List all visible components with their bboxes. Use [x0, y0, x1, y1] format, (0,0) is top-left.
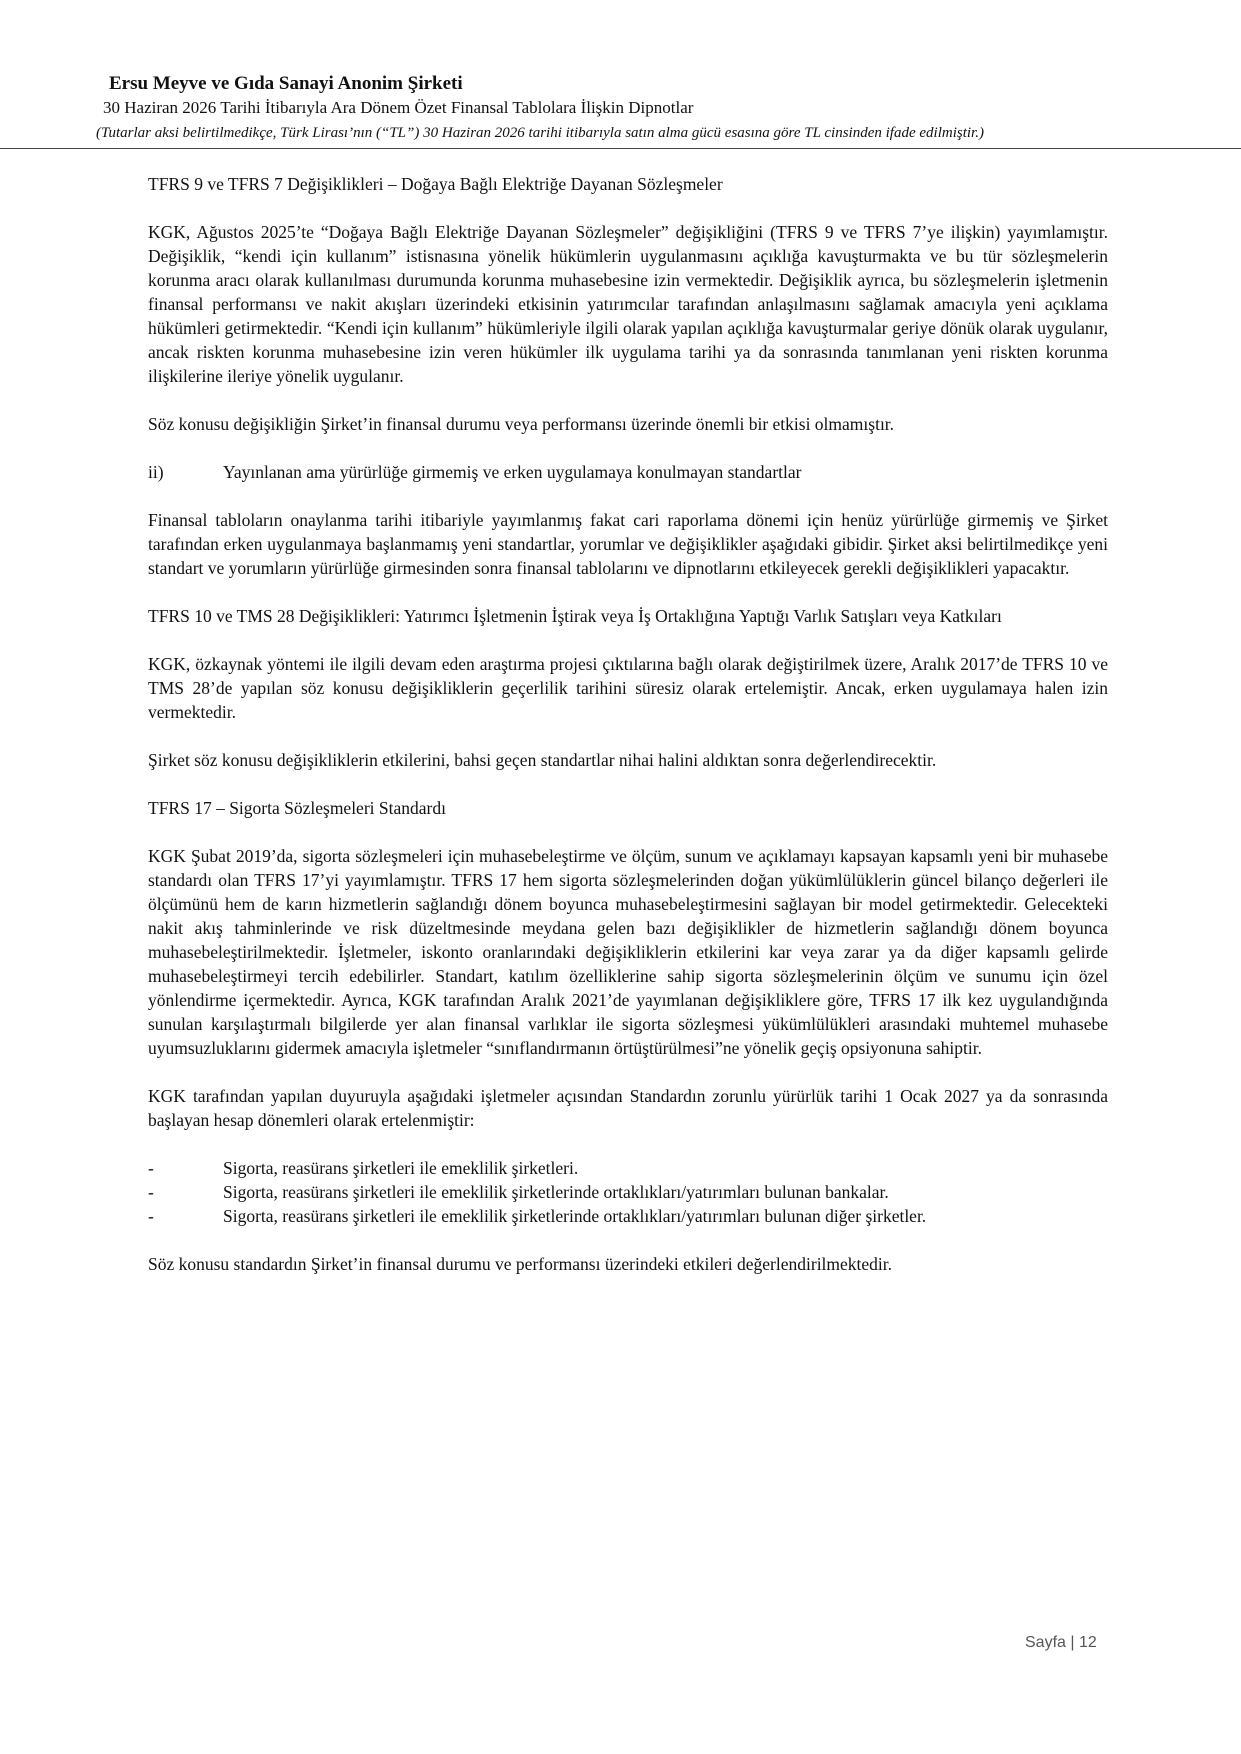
page-header: [96, 72, 1206, 144]
paragraph-tfrs9-details: KGK, Ağustos 2025’te “Doğaya Bağlı Elektriğe Dayanan Sözleşmeler” değişikliğini (TFRS 9 ve TFRS 7’ye ilişkin) yayımlamıştır. Değişiklik, “kendi için kullanım” istisnasına yönelik hükümlerin uygulanmasını açıklığa kavuşturmakta ve bu tür sözleşmelerin korunma aracı olarak kullanılması durumunda korunma muhasebesine izin vermektedir. Değişiklik ayrıca, bu sözleşmelerin işletmenin finansal performansı ve nakit akışları üzerindeki etkisinin yatırımcılar tarafından anlaşılmasını sağlamak amacıyla yeni açıklama hükümleri getirmektedir. “Kendi için kullanım” hükümleriyle ilgili olarak yapılan açıklığa kavuşturmalar geriye dönük olarak uygulanır, ancak riskten korunma muhasebesine izin veren hükümler ilk uygulama tarihi ya da sonrasında tanımlanan yeni riskten korunma ilişkilerine ileriye yönelik uygulanır.: [148, 222, 1108, 386]
header-divider: [0, 148, 1241, 149]
list-dash: -: [148, 1182, 154, 1202]
list-dash: -: [148, 1158, 154, 1178]
paragraph-tfrs10-details: KGK, özkaynak yöntemi ile ilgili devam eden araştırma projesi çıktılarına bağlı olarak değiştirilmek üzere, Aralık 2017’de TFRS 10 ve TMS 28’de yapılan söz konusu değişikliklerin geçerlilik tarihini süresiz olarak ertelemiştir. Ancak, erken uygulamaya halen izin vermektedir.: [148, 654, 1108, 722]
list-item: [148, 1180, 1108, 1204]
paragraph-tfrs17-impact: Söz konusu standardın Şirket’in finansal durumu ve performansı üzerindeki etkileri değerlendirilmektedir.: [148, 1254, 893, 1274]
list-item: [148, 1156, 1108, 1180]
paragraph-tfrs10-impact: Şirket söz konusu değişikliklerin etkilerini, bahsi geçen standartlar nihai halini aldıktan sonra değerlendirecektir.: [148, 750, 937, 770]
subsection-heading-ii: [148, 460, 1108, 484]
page-number: Sayfa | 12: [1025, 1634, 1097, 1651]
list-item: [148, 1204, 1108, 1228]
paragraph-tfrs17-details: KGK Şubat 2019’da, sigorta sözleşmeleri için muhasebeleştirme ve ölçüm, sunum ve açıklamayı kapsayan kapsamlı yeni bir muhasebe standardı olan TFRS 17’yi yayımlamıştır. TFRS 17 hem sigorta sözleşmelerinden doğan yükümlülüklerin güncel bilanço değerleri ile ölçümünü hem de karın hizmetlerin sağlandığı dönem boyunca muhasebeleştirmesini sağlayan bir model getirmektedir. Gelecekteki nakit akış tahminlerinde ve risk düzeltmesinde meydana gelen bazı değişiklikler de hizmetlerin sağlandığı dönem boyunca muhasebeleştirilmektedir. İşletmeler, iskonto oranlarındaki değişikliklerin etkilerini kar veya zarar ya da diğer kapsamlı gelirde muhasebeleştirmeyi tercih edebilirler. Standart, katılım özelliklerine sahip sigorta sözleşmelerinin ölçüm ve sunumu için özel yönlendirme içermektedir. Ayrıca, KGK tarafından Aralık 2021’de yayımlanan değişikliklere göre, TFRS 17 ilk kez uygulandığında sunulan karşılaştırmalı bilgilerde yer alan finansal varlıklar ile sigorta sözleşmesi yükümlülükleri arasındaki muhtemel muhasebe uyumsuzluklarını gidermek amacıyla işletmeler “sınıflandırmanın örtüştürülmesi”ne yönelik geçiş opsiyonuna sahiptir.: [148, 846, 1108, 1058]
subsection-title: Yayınlanan ama yürürlüğe girmemiş ve erken uygulamaya konulmayan standartlar: [223, 462, 802, 482]
paragraph-tfrs17-deferral: KGK tarafından yapılan duyuruyla aşağıdaki işletmeler açısından Standardın zorunlu yürürlük tarihi 1 Ocak 2027 ya da sonrasında başlayan hesap dönemleri olarak ertelenmiştir:: [148, 1086, 1108, 1130]
list-dash: -: [148, 1206, 154, 1226]
deferral-entity-list: [148, 1156, 1108, 1228]
section-heading-tfrs10: TFRS 10 ve TMS 28 Değişiklikleri: Yatırımcı İşletmenin İştirak veya İş Ortaklığına Yaptığı Varlık Satışları veya Katkıları: [148, 606, 1002, 626]
section-heading-tfrs9: TFRS 9 ve TFRS 7 Değişiklikleri – Doğaya Bağlı Elektriğe Dayanan Sözleşmeler: [148, 174, 723, 194]
subsection-number: ii): [148, 462, 164, 482]
document-body: [148, 172, 1108, 1276]
paragraph-new-standards: Finansal tabloların onaylanma tarihi itibariyle yayımlanmış fakat cari raporlama dönemi için henüz yürürlüğe girmemiş ve Şirket tarafından erken uygulanmaya başlanmamış yeni standartlar, yorumlar ve değişiklikler aşağıdaki gibidir. Şirket aksi belirtilmedikçe yeni standart ve yorumların yürürlüğe girmesinden sonra finansal tablolarını ve dipnotlarını etkileyecek gerekli değişiklikleri yapacaktır.: [148, 510, 1108, 578]
list-item-text: Sigorta, reasürans şirketleri ile emeklilik şirketlerinde ortaklıkları/yatırımları bulunan bankalar.: [223, 1182, 889, 1202]
document-subtitle: 30 Haziran 2026 Tarihi İtibarıyla Ara Dönem Özet Finansal Tablolara İlişkin Dipnotlar: [103, 98, 694, 117]
section-heading-tfrs17: TFRS 17 – Sigorta Sözleşmeleri Standardı: [148, 798, 446, 818]
paragraph-tfrs9-impact: Söz konusu değişikliğin Şirket’in finansal durumu veya performansı üzerinde önemli bir etkisi olmamıştır.: [148, 414, 895, 434]
currency-note: (Tutarlar aksi belirtilmedikçe, Türk Lirası’nın (“TL”) 30 Haziran 2026 tarihi itibarıyla satın alma gücü esasına göre TL cinsinden ifade edilmiştir.): [96, 125, 984, 141]
company-name: Ersu Meyve ve Gıda Sanayi Anonim Şirketi: [109, 73, 463, 94]
list-item-text: Sigorta, reasürans şirketleri ile emeklilik şirketleri.: [223, 1158, 579, 1178]
list-item-text: Sigorta, reasürans şirketleri ile emeklilik şirketlerinde ortaklıkları/yatırımları bulunan diğer şirketler.: [223, 1206, 927, 1226]
